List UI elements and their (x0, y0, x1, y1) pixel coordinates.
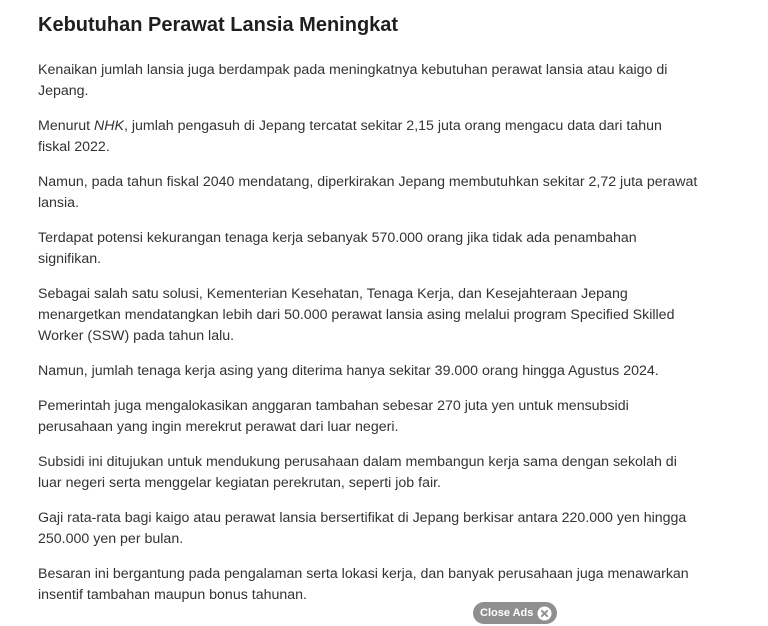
article-body (38, 10, 698, 620)
close-circle-icon[interactable] (537, 606, 552, 621)
article-paragraph: Namun, jumlah tenaga kerja asing yang diterima hanya sekitar 39.000 orang hingga Agustus 2024. (38, 363, 659, 379)
article-paragraph: Namun, pada tahun fiskal 2040 mendatang, diperkirakan Jepang membutuhkan sekitar 2,72 juta perawat lansia. (38, 174, 698, 211)
article-paragraph: Besaran ini bergantung pada pengalaman serta lokasi kerja, dan banyak perusahaan juga menawarkan insentif tambahan maupun bonus tahunan. (38, 566, 689, 603)
paragraph-text: , jumlah pengasuh di Jepang tercatat sekitar 2,15 juta orang mengacu data dari tahun fiskal 2022. (38, 118, 662, 155)
article-paragraph: Terdapat potensi kekurangan tenaga kerja sebanyak 570.000 orang jika tidak ada penambahan signifikan. (38, 230, 637, 267)
article-paragraph (38, 116, 698, 158)
section-heading: Kebutuhan Perawat Lansia Meningkat (38, 14, 399, 36)
article-paragraph: Sebagai salah satu solusi, Kementerian Kesehatan, Tenaga Kerja, dan Kesejahteraan Jepang menargetkan mendatangkan lebih dari 50.000 perawat lansia asing melalui program Specified Skilled Worker (SSW) pada tahun lalu. (38, 286, 675, 344)
article-paragraph: Kenaikan jumlah lansia juga berdampak pada meningkatnya kebutuhan perawat lansia atau kaigo di Jepang. (38, 62, 668, 99)
source-emphasis: NHK (94, 118, 124, 134)
article-paragraph: Pemerintah juga mengalokasikan anggaran tambahan sebesar 270 juta yen untuk mensubsidi perusahaan yang ingin merekrut perawat dari luar negeri. (38, 398, 629, 435)
close-ads-label: Close Ads (480, 607, 534, 619)
article-paragraph: Subsidi ini ditujukan untuk mendukung perusahaan dalam membangun kerja sama dengan sekolah di luar negeri serta menggelar kegiatan perekrutan, seperti job fair. (38, 454, 677, 491)
close-ads-button[interactable] (473, 602, 557, 624)
article-paragraph: Gaji rata-rata bagi kaigo atau perawat lansia bersertifikat di Jepang berkisar antara 220.000 yen hingga 250.000 yen per bulan. (38, 510, 687, 547)
paragraph-text: Menurut (38, 118, 94, 134)
